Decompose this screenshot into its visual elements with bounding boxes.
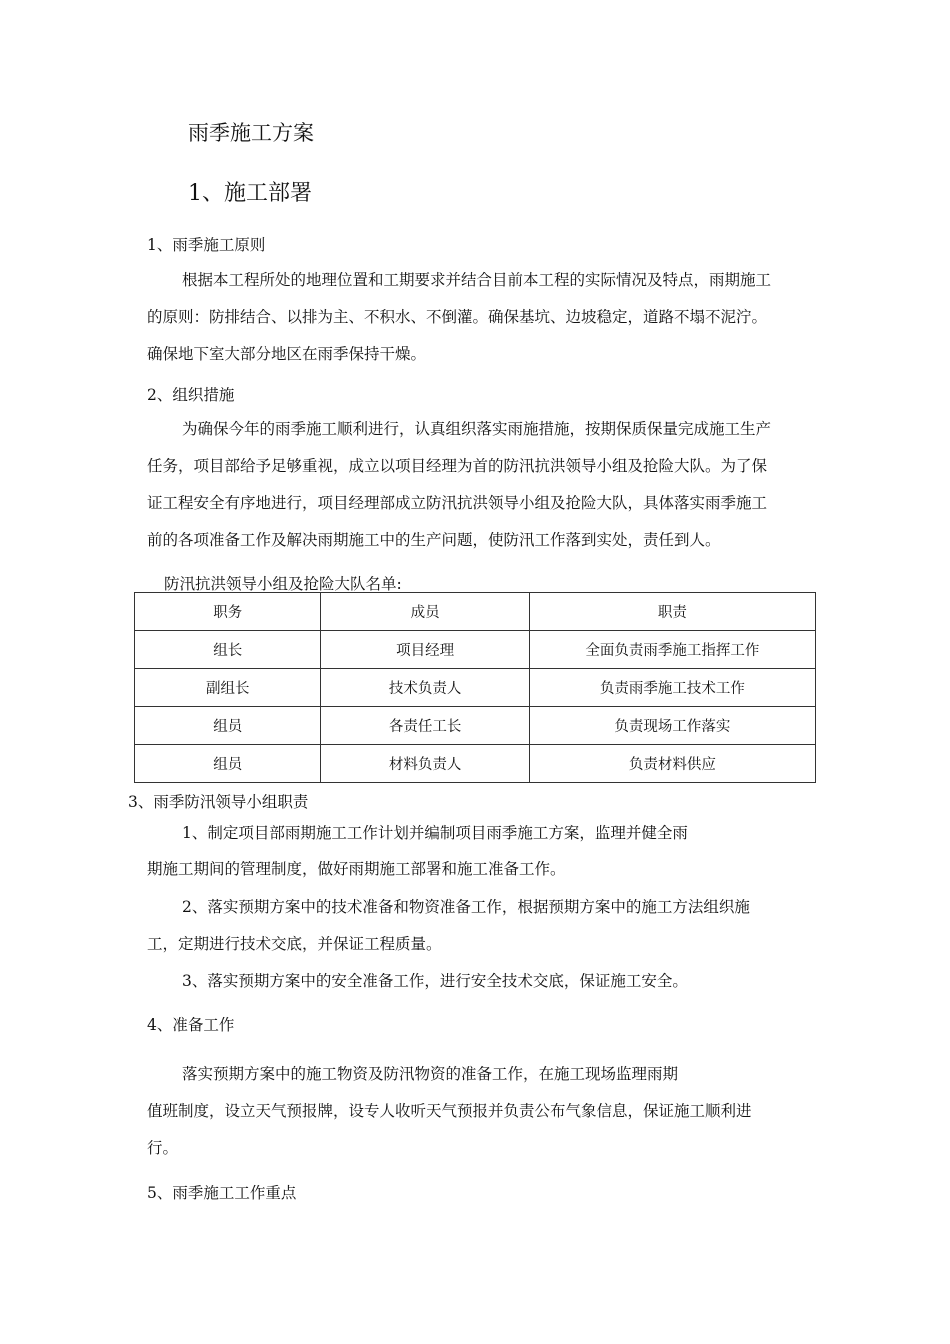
heading-preparation: 4、准备工作 (147, 1016, 235, 1034)
s2-line-4: 前的各项准备工作及解决雨期施工中的生产问题，使防汛工作落到实处，责任到人。 (147, 531, 721, 549)
s4-line-2: 值班制度，设立天气预报牌，设专人收听天气预报并负责公布气象信息，保证施工顺利进 (147, 1102, 752, 1120)
s2-line-2: 任务，项目部给予足够重视，成立以项目经理为首的防汛抗洪领导小组及抢险大队。为了保 (147, 457, 768, 475)
table-row (135, 669, 816, 707)
table-row (135, 745, 816, 783)
heading-key-points: 5、雨季施工工作重点 (147, 1184, 297, 1202)
cell-member: 各责任工长 (321, 707, 529, 745)
s3-item1-line-1: 1、制定项目部雨期施工工作计划并编制项目雨季施工方案，监理并健全雨 (182, 824, 688, 842)
table-caption: 防汛抗洪领导小组及抢险大队名单: (164, 575, 402, 593)
cell-position: 组员 (135, 745, 321, 783)
cell-duty: 负责材料供应 (529, 745, 815, 783)
document-title: 雨季施工方案 (188, 121, 314, 145)
s3-item3: 3、落实预期方案中的安全准备工作，进行安全技术交底，保证施工安全。 (182, 972, 688, 990)
heading-rainy-principle: 1、雨季施工原则 (147, 236, 266, 254)
heading-duties: 3、雨季防汛领导小组职责 (128, 793, 309, 811)
heading-organization: 2、组织措施 (147, 386, 235, 404)
s2-line-3: 证工程安全有序地进行，项目经理部成立防汛抗洪领导小组及抢险大队，具体落实雨季施工 (147, 494, 768, 512)
table-row (135, 631, 816, 669)
cell-position: 组员 (135, 707, 321, 745)
s3-item1-line-2: 期施工期间的管理制度，做好雨期施工部署和施工准备工作。 (147, 860, 566, 878)
roster-table (134, 592, 816, 783)
cell-duty: 负责现场工作落实 (529, 707, 815, 745)
cell-member: 项目经理 (321, 631, 529, 669)
section-heading-deployment: 1、施工部署 (188, 181, 312, 206)
cell-position: 组长 (135, 631, 321, 669)
s3-item2-line-1: 2、落实预期方案中的技术准备和物资准备工作，根据预期方案中的施工方法组织施 (182, 898, 750, 916)
s4-line-3: 行。 (147, 1139, 179, 1157)
cell-duty: 负责雨季施工技术工作 (529, 669, 815, 707)
s1-line-2: 的原则：防排结合、以排为主、不积水、不倒灌。确保基坑、边坡稳定，道路不塌不泥泞。 (147, 308, 768, 326)
s2-line-1: 为确保今年的雨季施工顺利进行，认真组织落实雨施措施，按期保质保量完成施工生产 (182, 420, 772, 438)
cell-duty: 全面负责雨季施工指挥工作 (529, 631, 815, 669)
header-duty: 职责 (529, 593, 815, 631)
cell-position: 副组长 (135, 669, 321, 707)
s1-line-3: 确保地下室大部分地区在雨季保持干燥。 (147, 345, 427, 363)
cell-member: 材料负责人 (321, 745, 529, 783)
table-row (135, 707, 816, 745)
table-header-row (135, 593, 816, 631)
s4-line-1: 落实预期方案中的施工物资及防汛物资的准备工作，在施工现场监理雨期 (182, 1065, 679, 1083)
header-position: 职务 (135, 593, 321, 631)
header-member: 成员 (321, 593, 529, 631)
cell-member: 技术负责人 (321, 669, 529, 707)
s3-item2-line-2: 工，定期进行技术交底，并保证工程质量。 (147, 935, 442, 953)
s1-line-1: 根据本工程所处的地理位置和工期要求并结合目前本工程的实际情况及特点，雨期施工 (182, 271, 772, 289)
